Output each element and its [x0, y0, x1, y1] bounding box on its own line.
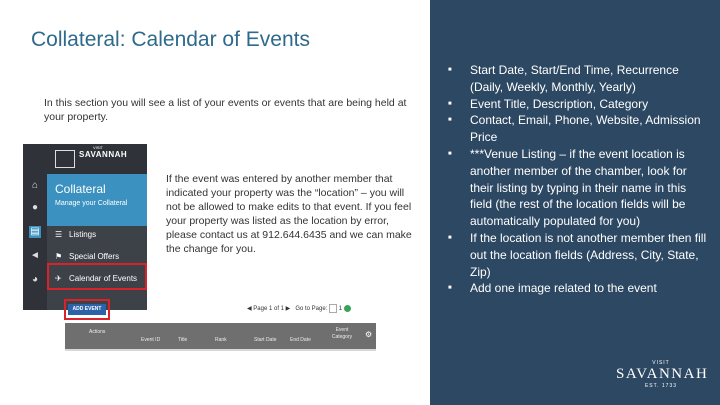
home-icon[interactable]: ⌂: [31, 180, 39, 191]
list-item-text: Event Title, Description, Category: [470, 96, 649, 111]
bullet-icon: ■: [448, 285, 452, 292]
list-item: [448, 280, 710, 297]
list-item: [448, 96, 710, 113]
list-item-text: Contact, Email, Phone, Website, Admission Price: [470, 113, 701, 145]
bullet-icon: ■: [448, 234, 452, 241]
calendar-highlight-box: [47, 263, 147, 290]
logo-text: SAVANNAH: [79, 150, 128, 159]
megaphone-icon[interactable]: ◄: [30, 250, 40, 261]
visit-savannah-logo: [616, 360, 709, 389]
column-header-event-id[interactable]: Event ID: [141, 337, 161, 343]
list-item-text: Add one image related to the event: [470, 281, 657, 296]
pager-goto-label: Go to Page:: [295, 306, 328, 313]
list-icon: ☰: [55, 230, 63, 239]
add-event-button[interactable]: ADD EVENT: [68, 304, 106, 315]
logo-badge-icon: [55, 150, 75, 168]
flag-icon: ⚑: [55, 252, 63, 261]
add-event-highlight-box: [64, 299, 110, 320]
bullet-icon: ■: [448, 67, 452, 73]
menu-item-listings[interactable]: [47, 224, 147, 246]
header-subtitle: Manage your Collateral: [55, 200, 128, 207]
column-header-event-category[interactable]: Event Category: [331, 327, 353, 340]
right-panel: [430, 0, 720, 405]
header-title: Collateral: [55, 182, 106, 196]
column-header-end-date[interactable]: End Date: [290, 337, 311, 343]
user-icon[interactable]: ●: [31, 202, 39, 213]
logo: [47, 144, 147, 174]
gear-icon[interactable]: ⚙: [365, 330, 373, 339]
menu-item-label: Calendar of Events: [69, 274, 138, 283]
plane-icon: ✈: [55, 274, 62, 283]
brand-visit: VISIT: [652, 360, 670, 366]
collateral-icon[interactable]: ▤: [30, 226, 40, 237]
table-divider: [65, 349, 376, 351]
bullet-icon: ■: [448, 117, 452, 124]
logo-visit: VISIT: [93, 145, 104, 150]
column-header-actions[interactable]: Actions: [89, 329, 106, 335]
collateral-header: [47, 174, 147, 226]
brand-name: SAVANNAH: [616, 366, 709, 382]
menu-item-label: Special Offers: [69, 252, 120, 261]
column-header-rank[interactable]: Rank: [215, 337, 227, 343]
list-item-text: Start Date, Start/End Time, Recurrence (Daily, Weekly, Monthly, Yearly): [470, 63, 679, 94]
bullet-icon: ■: [448, 100, 452, 107]
chart-icon[interactable]: ◕: [31, 274, 39, 285]
slide-title: Collateral: Calendar of Events: [31, 28, 310, 51]
column-header-title[interactable]: Title: [178, 337, 188, 343]
list-item-text: ***Venue Listing – if the event location is another member of the chamber, look for their listing by typing in their name in this field (the rest of the location fields will be automatically populated for you): [470, 146, 687, 229]
column-header-start-date[interactable]: Start Date: [254, 337, 277, 343]
list-item: [448, 146, 710, 230]
bullet-icon: ■: [448, 150, 452, 157]
pager-prev-icon[interactable]: ◀: [247, 306, 252, 313]
icon-sidebar: [23, 144, 47, 310]
pager-go-button[interactable]: [344, 305, 351, 312]
brand-est: EST. 1733: [644, 383, 678, 389]
menu-item-label: Listings: [69, 230, 97, 239]
list-item: [448, 62, 710, 96]
list-item: [448, 112, 710, 146]
pager-page-value: 1: [338, 306, 343, 313]
pager-next-icon[interactable]: ▶: [285, 306, 291, 313]
intro-text: In this section you will see a list of your events or events that are being held at your property.: [44, 97, 407, 123]
list-item: [448, 230, 710, 280]
pager-page-text: Page 1 of 1: [253, 306, 284, 313]
list-item-text: If the location is not another member then fill out the location fields (Address, City, State, Zip): [470, 230, 707, 279]
note-text: If the event was entered by another member that indicated your property was the “location” – you will not be allowed to make edits to that event. If you feel your property was listed as the location by error, please contact us at 912.644.6435 and we can make the change for you.: [166, 173, 412, 255]
events-table-header: [65, 323, 376, 349]
pager-page-input[interactable]: [329, 304, 337, 313]
pager: [247, 304, 351, 313]
field-list: [448, 62, 710, 297]
